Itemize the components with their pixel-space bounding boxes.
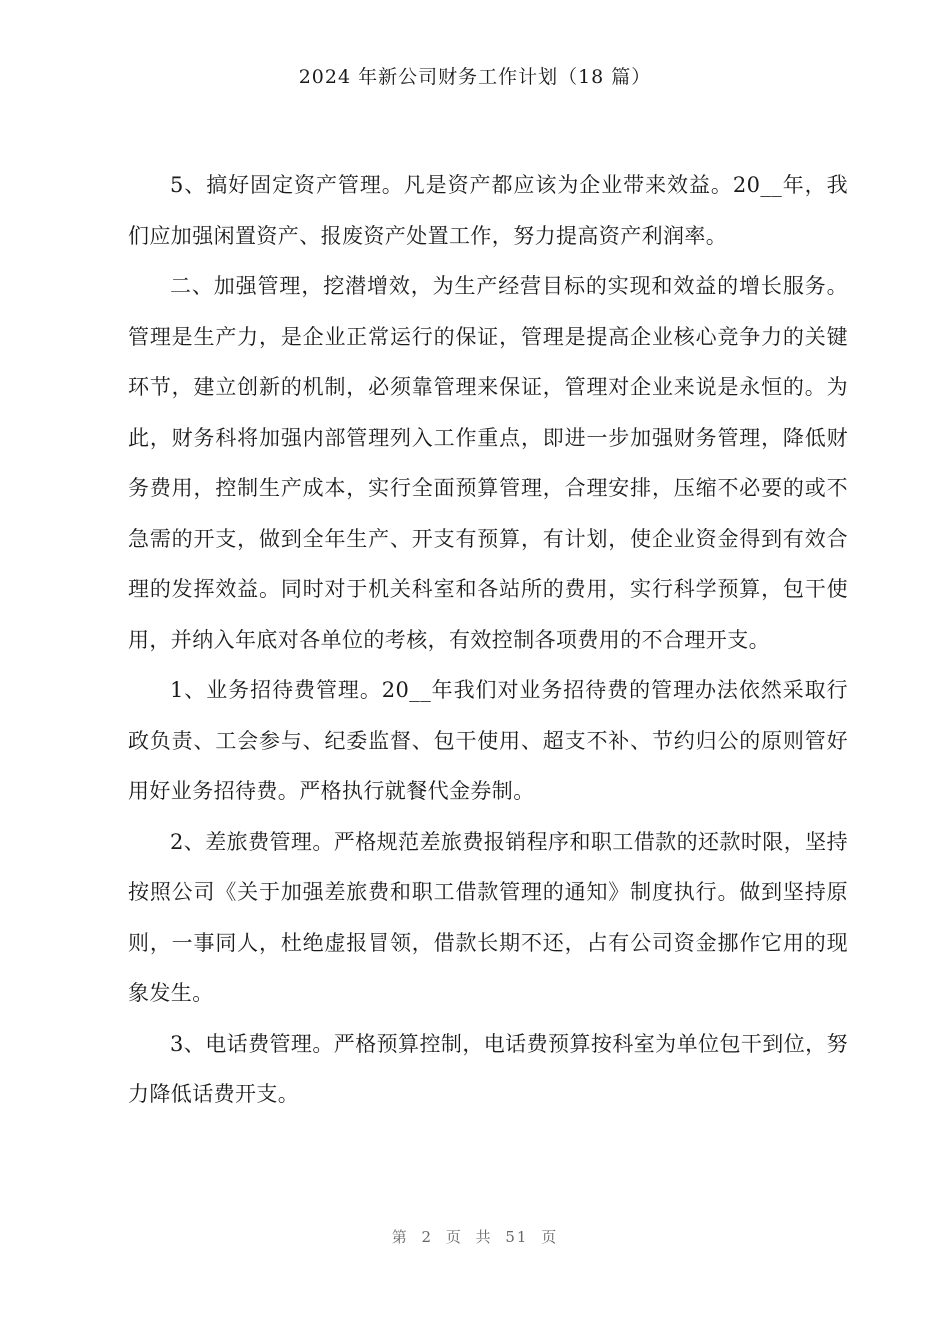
paragraph-entertainment-expenses: 1、业务招待费管理。20__年我们对业务招待费的管理办法依然采取行政负责、工会参与、纪委监督、包干使用、超支不补、节约归公的原则管好用好业务招待费。严格执行就餐代金券制。 (128, 678, 848, 803)
paragraph-strengthen-management: 二、加强管理，挖潜增效，为生产经营目标的实现和效益的增长服务。管理是生产力，是企业正常运行的保证，管理是提高企业核心竞争力的关键环节，建立创新的机制，必须靠管理来保证，管理对企业来说是永恒的。为此，财务科将加强内部管理列入工作重点，即进一步加强财务管理，降低财务费用，控制生产成本，实行全面预算管理，合理安排，压缩不必要的或不急需的开支，做到全年生产、开支有预算，有计划，使企业资金得到有效合理的发挥效益。同时对于机关科室和各站所的费用，实行科学预算，包干使用，并纳入年底对各单位的考核，有效控制各项费用的不合理开支。 (128, 274, 848, 652)
paragraph-telephone-expenses: 3、电话费管理。严格预算控制，电话费预算按科室为单位包干到位，努力降低话费开支。 (128, 1031, 848, 1106)
paragraph-travel-expenses: 2、差旅费管理。严格规范差旅费报销程序和职工借款的还款时限，坚持按照公司《关于加强差旅费和职工借款管理的通知》制度执行。做到坚持原则，一事同人，杜绝虚报冒领，借款长期不还，占有公司资金挪作它用的现象发生。 (128, 829, 848, 1005)
paragraph-fixed-assets: 5、搞好固定资产管理。凡是资产都应该为企业带来效益。20__年，我们应加强闲置资产、报废资产处置工作，努力提高资产利润率。 (128, 173, 848, 248)
page-title: 2024 年新公司财务工作计划（18 篇） (298, 66, 652, 88)
page-number: 第 2 页 共 51 页 (391, 1228, 559, 1246)
document-body (128, 160, 848, 1120)
